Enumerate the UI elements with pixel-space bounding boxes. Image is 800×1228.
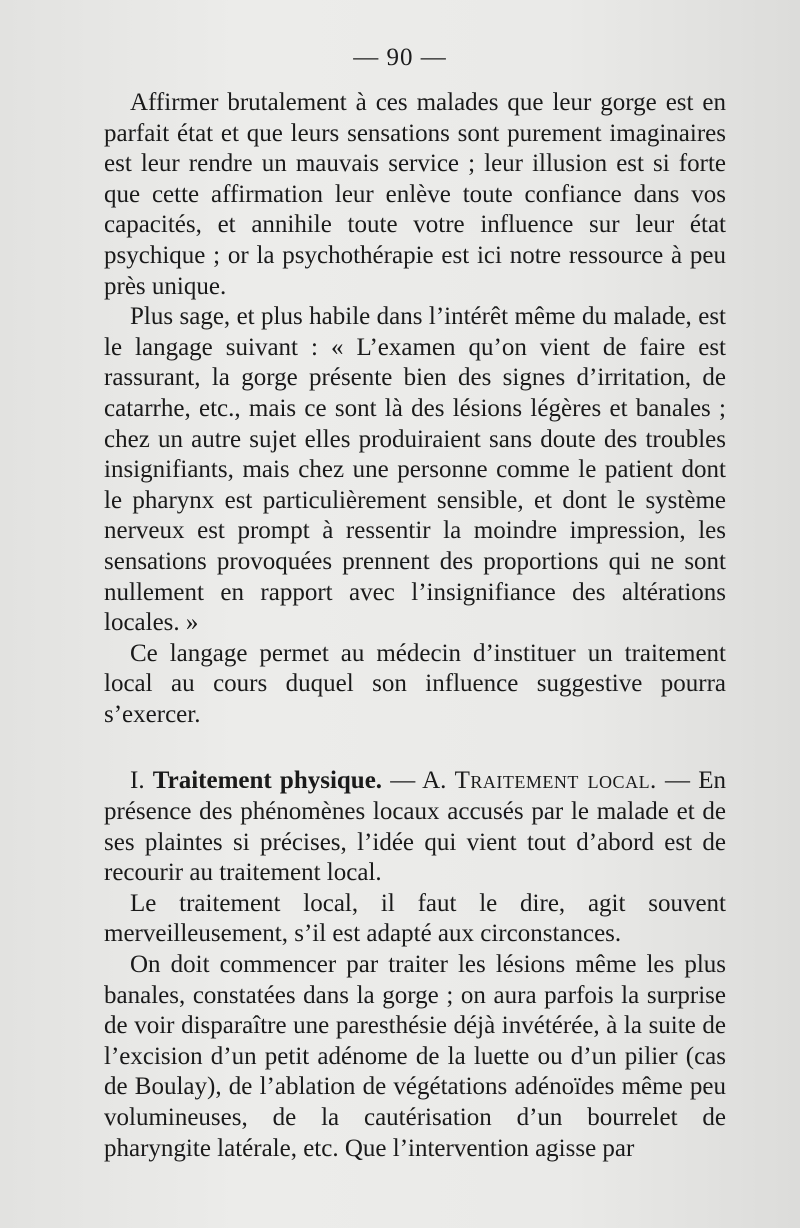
paragraph-2: Plus sage, et plus habile dans l’intérêt même du malade, est le langage suivant : « L’examen qu’on vient de faire est rassurant, la gorge présente bien des signes d’irritation, de catarrhe, etc., mais ce sont là des lésions légères et banales ; chez un autre sujet elles produiraient sans doute des troubles insignifiants, mais chez une personne comme le patient dont le pharynx est particulièrement sensible, et dont le système nerveux est prompt à ressentir la moindre impression, les sensations provoquées prennent des proportions qui ne sont nullement en rapport avec l’insignifiance des altérations locales. » (104, 303, 726, 637)
section-heading-paragraph (104, 766, 726, 888)
page-number: — 90 — (353, 44, 447, 71)
paragraph-6: On doit commencer par traiter les lésions même les plus banales, constatées dans la gorge ; on aura parfois la surprise de voir disparaître une paresthésie déjà invétérée, à la suite de l’excision d’un petit adénome de la luette ou d’un pilier (cas de Boulay), de l’ablation de végétations adénoïdes même peu volumineuses, de la cautérisation d’un bourrelet de pharyngite latérale, etc. Que l’intervention agisse par (104, 951, 726, 1162)
paragraph-1: Affirmer brutalement à ces malades que leur gorge est en parfait état et que leurs sensations sont purement imaginaires est leur rendre un mauvais service ; leur illusion est si forte que cette affirmation leur enlève toute confiance dans vos capacités, et annihile toute votre influence sur leur état psychique ; or la psychothérapie est ici notre ressource à peu près unique. (104, 89, 726, 300)
paragraph-5: Le traitement local, il faut le dire, agit souvent merveilleusement, s’il est adapté aux circonstances. (104, 889, 726, 948)
body-text (104, 88, 726, 1164)
subsection-label: A. (422, 767, 447, 795)
paragraph-3: Ce langage permet au médecin d’instituer un traitement local au cours duquel son influence suggestive pourra s’exercer. (104, 639, 726, 728)
subsection-title: Traitement local. (454, 767, 657, 795)
section-dash-1: — (390, 767, 416, 795)
section-number: I. (130, 767, 145, 795)
section-title: Traitement physique. (152, 767, 383, 795)
section-dash-2: — (665, 767, 691, 795)
section-text: En présence des phénomènes locaux accusés par le malade et de ses plaintes si précises, l’idée qui vient tout d’abord est de recourir au traitement local. (104, 767, 726, 887)
